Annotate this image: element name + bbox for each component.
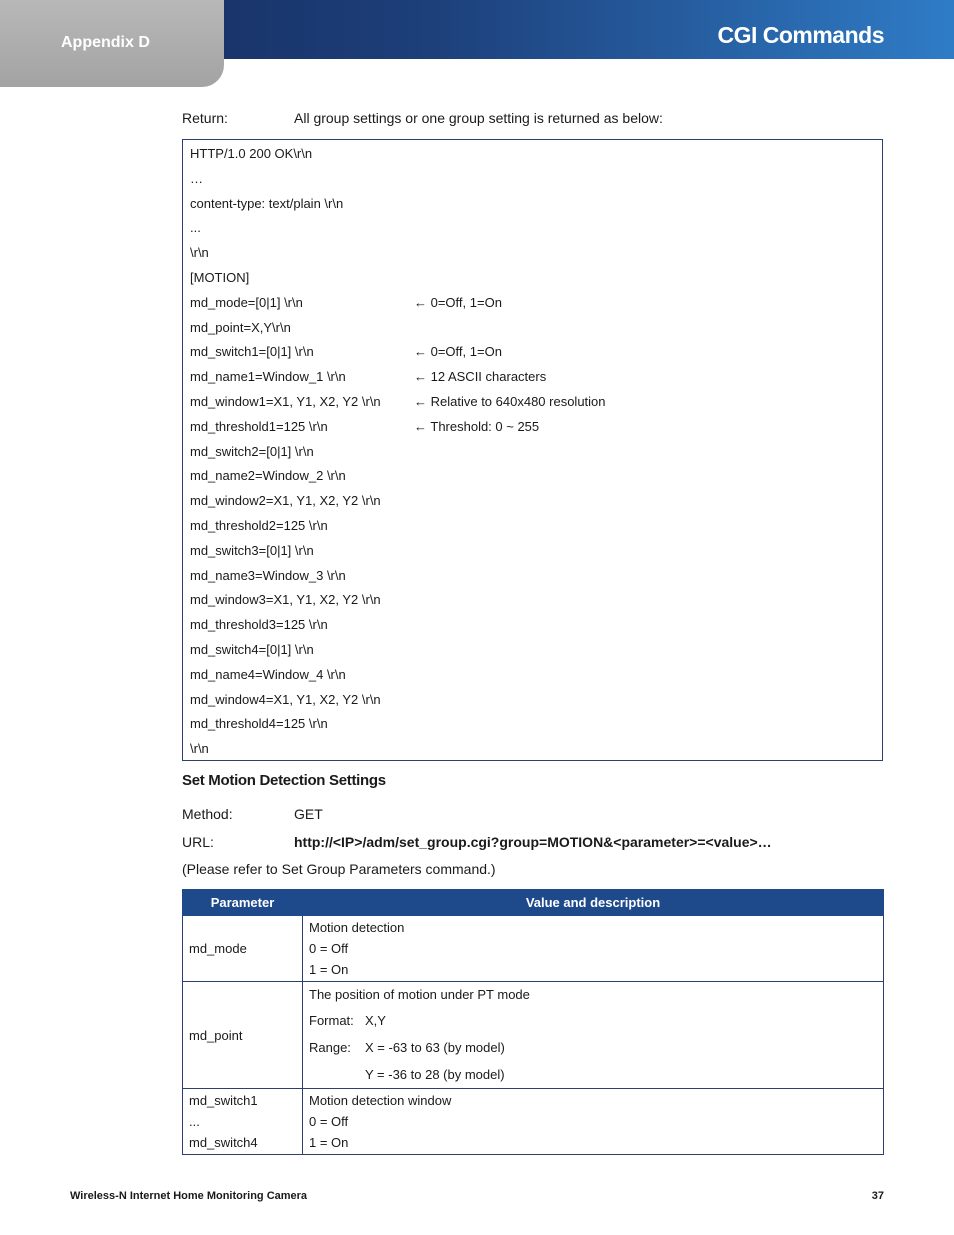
footer-page-number: 37 <box>871 1190 884 1202</box>
code-line: md_name4=Window_4 \r\n <box>190 666 346 682</box>
footer-product: Wireless-N Internet Home Monitoring Camera <box>70 1190 308 1202</box>
code-line: md_point=X,Y\r\n <box>190 319 291 335</box>
code-line: [MOTION] <box>190 270 250 285</box>
param-name: md_point <box>189 1027 243 1043</box>
description-line <box>309 982 877 1007</box>
code-line: md_window2=X1, Y1, X2, Y2 \r\n <box>190 493 381 509</box>
format-row <box>309 1007 877 1034</box>
param-name: md_switch1 <box>189 1093 258 1108</box>
description-text: The position of motion under PT mode <box>309 987 530 1002</box>
range-row-2 <box>309 1061 877 1088</box>
range-value: X = -63 to 63 (by model) <box>365 1040 505 1055</box>
description-line: 1 = On <box>309 962 349 977</box>
code-block <box>182 139 883 761</box>
description-line: 0 = Off <box>309 941 349 956</box>
code-line: ... <box>190 220 201 236</box>
description-line: Motion detection window <box>309 1093 452 1108</box>
code-line: md_mode=[0|1] \r\n <box>190 294 303 310</box>
code-line: md_window3=X1, Y1, X2, Y2 \r\n <box>190 592 381 608</box>
code-line: md_window4=X1, Y1, X2, Y2 \r\n <box>190 691 381 707</box>
url-label: URL: <box>182 834 214 850</box>
note-text: (Please refer to Set Group Parameters command.) <box>182 861 496 877</box>
parameter-table <box>182 889 884 1155</box>
code-line: md_name1=Window_1 \r\n <box>190 369 346 385</box>
code-comment: ← 12 ASCII characters <box>414 369 547 385</box>
param-cell <box>183 916 303 982</box>
description-line: 0 = Off <box>309 1114 349 1129</box>
format-value: X,Y <box>365 1013 386 1028</box>
code-line: md_threshold3=125 \r\n <box>190 617 328 633</box>
code-line: md_threshold2=125 \r\n <box>190 518 328 533</box>
code-line: md_switch1=[0|1] \r\n <box>190 344 314 360</box>
code-comment: ← Threshold: 0 ~ 255 <box>414 418 540 434</box>
appendix-tab <box>0 0 224 87</box>
code-line: md_switch3=[0|1] \r\n <box>190 542 314 558</box>
table-row <box>183 916 884 982</box>
range-spacer <box>309 1061 365 1088</box>
code-line: md_name3=Window_3 \r\n <box>190 567 346 583</box>
code-line: … <box>190 170 203 186</box>
code-line: md_switch4=[0|1] \r\n <box>190 642 314 657</box>
param-cell <box>183 982 303 1089</box>
code-line: md_threshold1=125 \r\n <box>190 418 328 434</box>
code-line: md_window1=X1, Y1, X2, Y2 \r\n <box>190 394 381 409</box>
range-label: Range: <box>309 1040 351 1055</box>
code-comment: ← 0=Off, 1=On <box>414 294 502 310</box>
param-name: ... <box>189 1114 200 1129</box>
section-heading: Set Motion Detection Settings <box>182 772 386 789</box>
table-header-row <box>183 890 884 916</box>
description-cell <box>303 916 884 982</box>
appendix-label: Appendix D <box>61 34 150 51</box>
code-line: md_threshold4=125 \r\n <box>190 716 328 732</box>
description-line: 1 = On <box>309 1135 349 1150</box>
code-line: content-type: text/plain \r\n <box>190 195 344 211</box>
return-text: All group settings or one group setting is returned as below: <box>294 110 663 126</box>
url-value: http://<IP>/adm/set_group.cgi?group=MOTION&<parameter>=<value>… <box>294 834 772 850</box>
code-line: md_switch2=[0|1] \r\n <box>190 443 314 459</box>
header-value-description: Value and description <box>303 890 884 916</box>
description-cell <box>303 982 884 1089</box>
table-row <box>183 1089 884 1155</box>
range-row <box>309 1034 877 1061</box>
description-line: Motion detection <box>309 920 405 935</box>
code-line: \r\n <box>190 245 209 261</box>
range-value: Y = -36 to 28 (by model) <box>365 1067 505 1082</box>
method-value: GET <box>294 806 323 822</box>
code-comment: ← 0=Off, 1=On <box>414 344 502 360</box>
return-label: Return: <box>182 110 228 126</box>
code-line: HTTP/1.0 200 OK\r\n <box>190 146 313 161</box>
code-line: \r\n <box>190 741 209 757</box>
code-line: md_name2=Window_2 \r\n <box>190 468 346 484</box>
description-cell <box>303 1089 884 1155</box>
param-name: md_switch4 <box>189 1135 258 1150</box>
page-title: CGI Commands <box>717 22 884 48</box>
param-cell <box>183 1089 303 1155</box>
format-label: Format: <box>309 1013 354 1028</box>
param-name: md_mode <box>189 941 247 956</box>
table-row <box>183 982 884 1089</box>
code-comment: ← Relative to 640x480 resolution <box>414 394 606 409</box>
header-parameter: Parameter <box>183 890 303 916</box>
method-label: Method: <box>182 806 233 822</box>
